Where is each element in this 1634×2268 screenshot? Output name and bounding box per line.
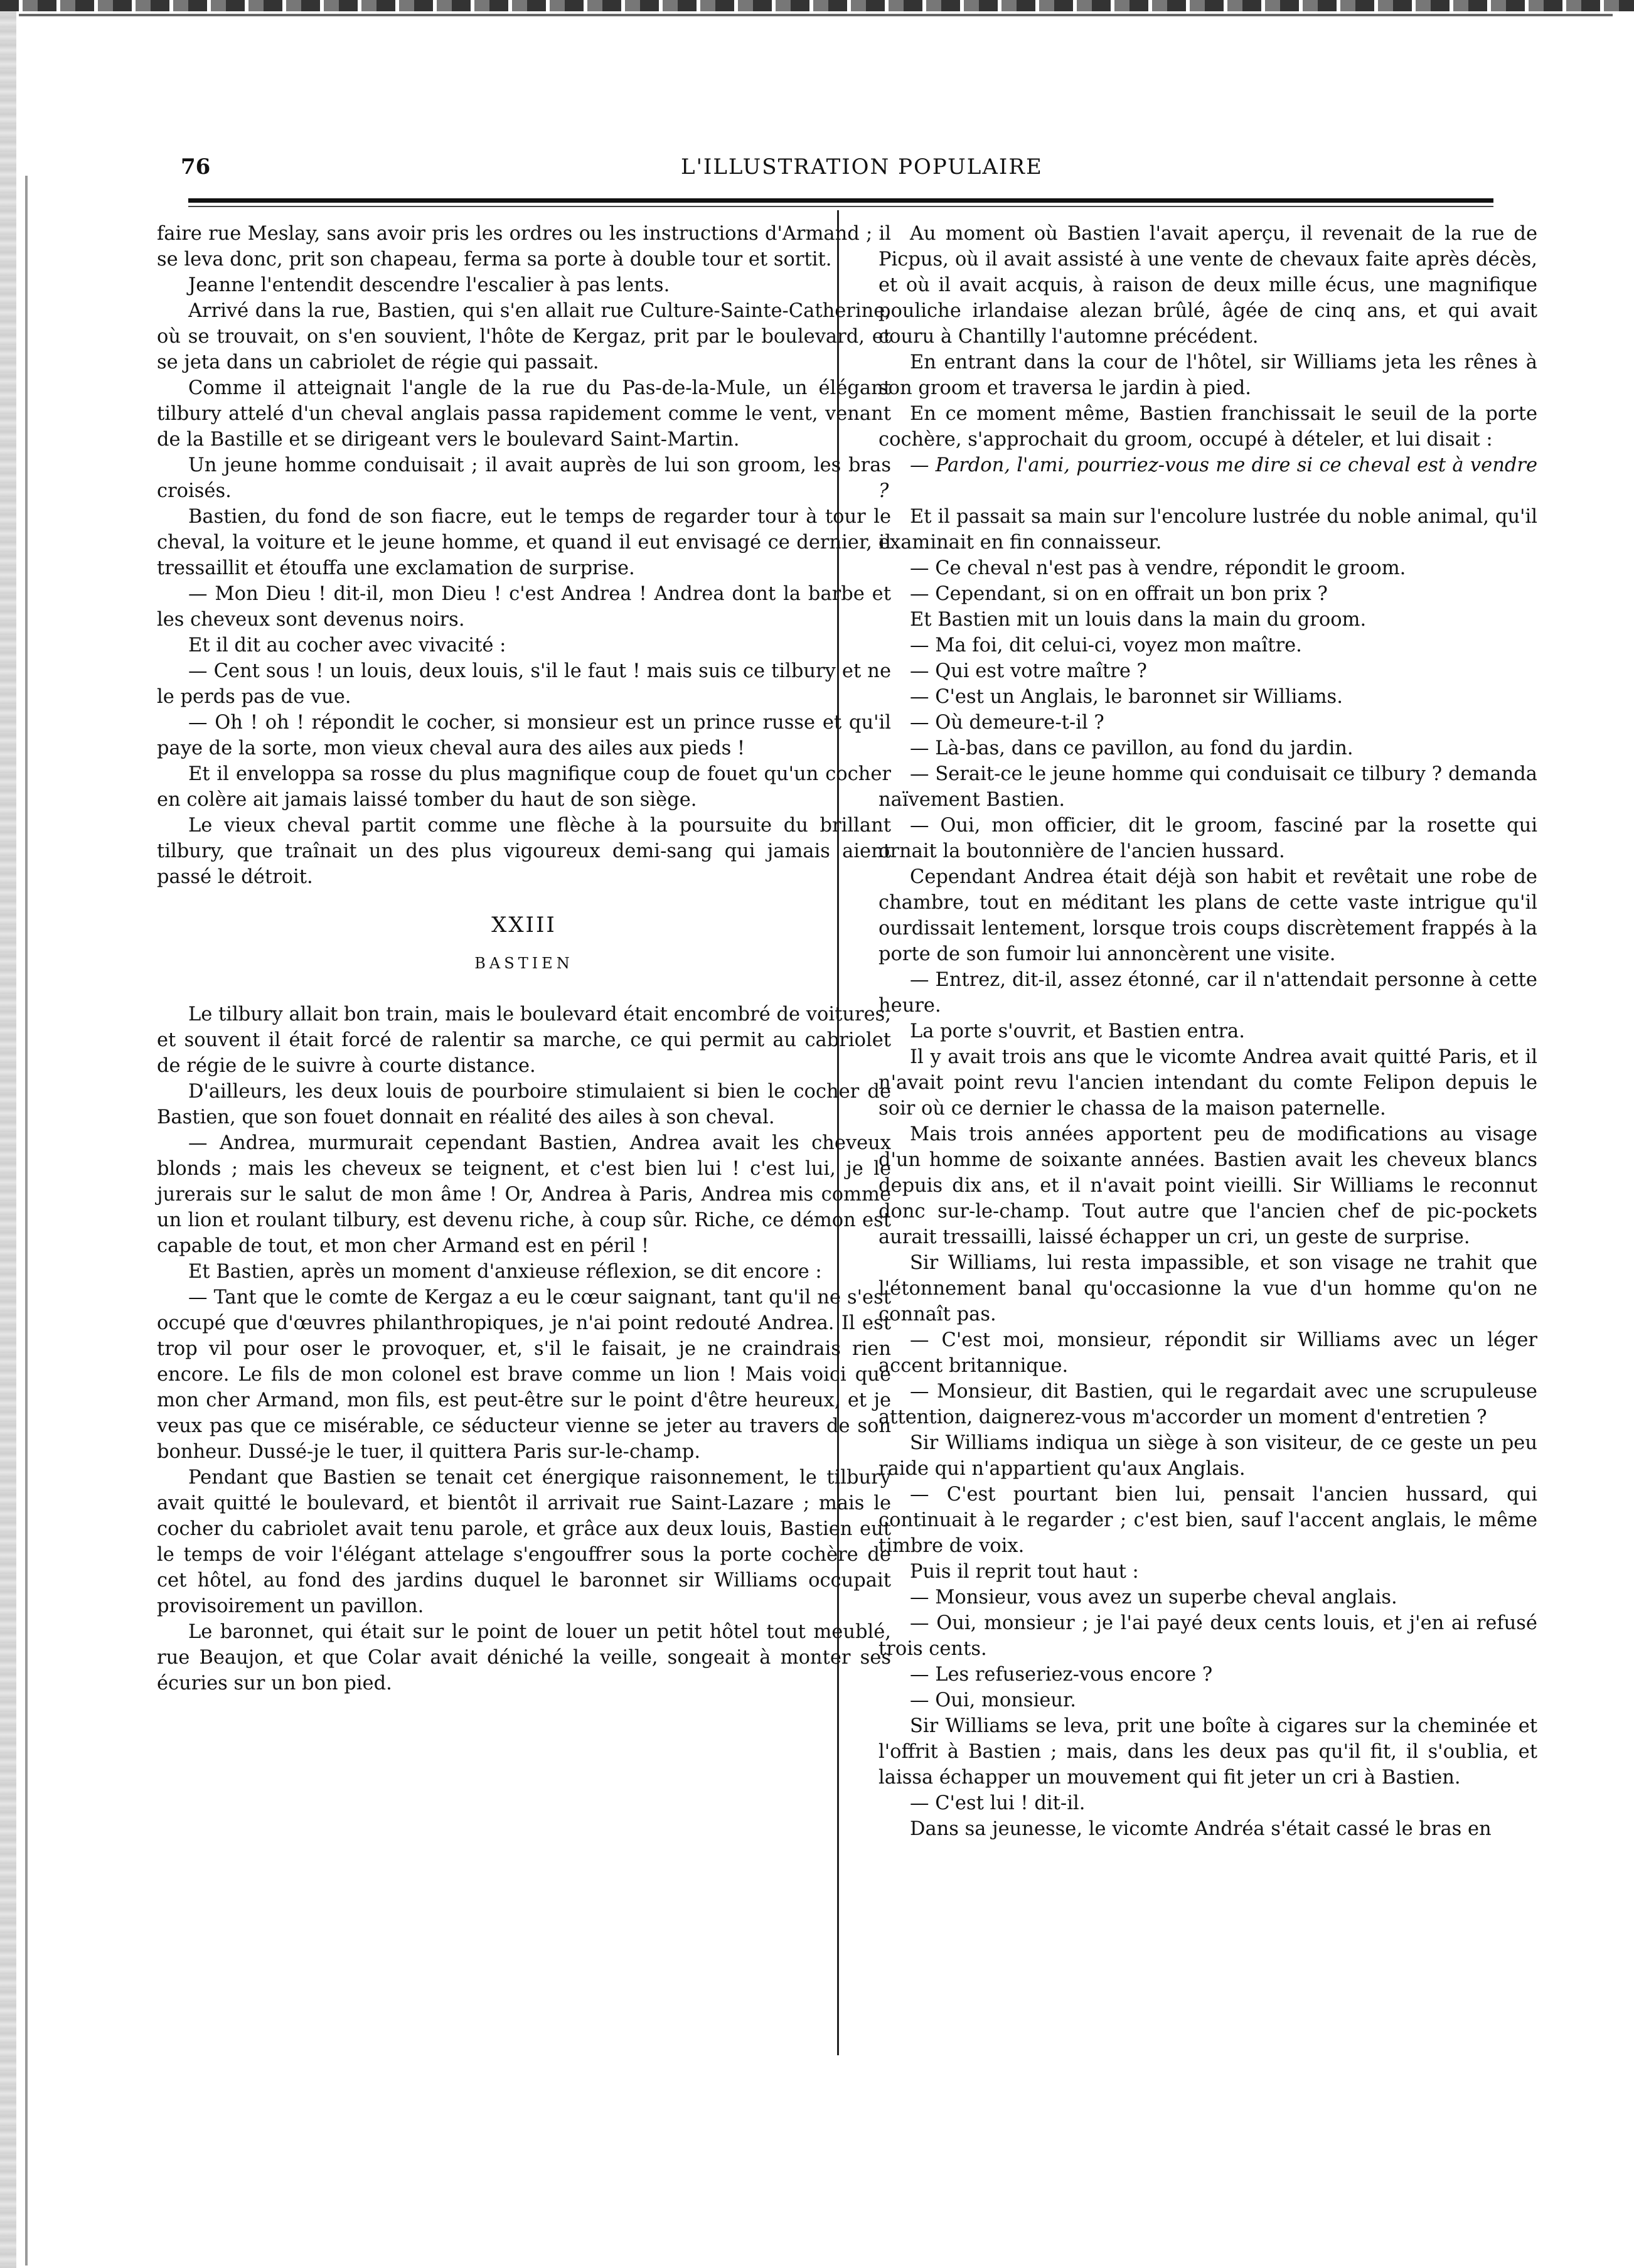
paragraph: Mais trois années apportent peu de modifications au visage d'un homme de soixante années. Bastien avait les cheveux blancs depuis dix ans, et il n'avait point vieilli. Sir Williams le reconnut donc sur-le-champ. Tout autre que l'ancien chef de pic-pockets aurait tressailli, laissé échapper un cri, un geste de surprise. [878, 1123, 1537, 1248]
paragraph: En entrant dans la cour de l'hôtel, sir Williams jeta les rênes à son groom et traversa le jardin à pied. [878, 351, 1537, 399]
right-column [878, 221, 1537, 1842]
paragraph: En ce moment même, Bastien franchissait le seuil de la porte cochère, s'approchait du groom, occupé à dételer, et lui disait : [878, 403, 1537, 451]
header-rule-thin [188, 206, 1493, 207]
paragraph: — Oui, mon officier, dit le groom, fasciné par la rosette qui ornait la boutonnière de l'ancien hussard. [878, 815, 1537, 862]
paragraph: — Qui est votre maître ? [910, 660, 1147, 682]
paragraph: — Ma foi, dit celui-ci, voyez mon maître. [910, 634, 1302, 656]
chapter-number: XXIII [491, 912, 557, 938]
dialogue-text: — Pardon, l'ami, pourriez-vous me dire si ce cheval est à vendre ? [878, 454, 1537, 502]
paragraph: — C'est moi, monsieur, répondit sir Williams avec un léger accent britannique. [878, 1329, 1537, 1377]
top-border-rule [0, 0, 1634, 11]
paragraph: — Andrea, murmurait cependant Bastien, Andrea avait les cheveux blonds ; mais les cheveux se teignent, et c'est bien lui ! c'est lui, je le jurerais sur le salut de mon âme ! Or, Andrea à Paris, Andrea mis comme un lion et roulant tilbury, est devenu riche, à coup sûr. Riche, ce démon est capable de tout, et mon cher Armand est en péril ! [157, 1132, 891, 1257]
paragraph: Le tilbury allait bon train, mais le boulevard était encombré de voitures, et souvent il était forcé de ralentir sa marche, ce qui permit au cabriolet de régie de le suivre à courte distance. [157, 1003, 891, 1077]
paragraph: — Là-bas, dans ce pavillon, au fond du jardin. [910, 737, 1354, 759]
paragraph: Un jeune homme conduisait ; il avait auprès de lui son groom, les bras croisés. [157, 454, 891, 502]
paragraph: La porte s'ouvrit, et Bastien entra. [910, 1020, 1245, 1042]
paragraph: Il y avait trois ans que le vicomte Andrea avait quitté Paris, et il n'avait point revu l'ancien intendant du comte Felipon depuis le soir où ce dernier le chassa de la maison paternelle. [878, 1046, 1537, 1120]
paragraph: Dans sa jeunesse, le vicomte Andréa s'était cassé le bras en [910, 1818, 1492, 1840]
paragraph: Sir Williams se leva, prit une boîte à cigares sur la cheminée et l'offrit à Bastien ; mais, dans les deux pas qu'il fit, il s'oublia, et laissa échapper un mouvement qui fit jeter un cri à Bastien. [878, 1715, 1537, 1789]
paragraph: Sir Williams, lui resta impassible, et son visage ne trahit que l'étonnement banal qu'occasionne la vue d'un homme qu'on ne connaît pas. [878, 1252, 1537, 1325]
paragraph: — C'est pourtant bien lui, pensait l'ancien hussard, qui continuait à le regarder ; c'est bien, sauf l'accent anglais, le même timbre de voix. [878, 1484, 1537, 1557]
left-column [157, 221, 891, 1696]
paragraph: Et il enveloppa sa rosse du plus magnifique coup de fouet qu'un cocher en colère ait jamais laissé tomber du haut de son siège. [157, 763, 891, 811]
paragraph: — Où demeure-t-il ? [910, 712, 1104, 734]
paragraph: Puis il reprit tout haut : [910, 1561, 1139, 1583]
paragraph: Arrivé dans la rue, Bastien, qui s'en allait rue Culture-Sainte-Catherine, où se trouvait, on s'en souvient, l'hôte de Kergaz, prit par le boulevard, et se jeta dans un cabriolet de régie qui passait. [157, 300, 891, 373]
paragraph: Et Bastien mit un louis dans la main du groom. [910, 609, 1367, 631]
paragraph: Jeanne l'entendit descendre l'escalier à pas lents. [188, 274, 670, 296]
paragraph: — Monsieur, dit Bastien, qui le regardait avec une scrupuleuse attention, daignerez-vous m'accorder un moment d'entretien ? [878, 1381, 1537, 1428]
scan-margin-line [25, 176, 28, 2265]
paragraph: — Cependant, si on en offrait un bon prix ? [910, 583, 1328, 605]
paragraph: — Oui, monsieur ; je l'ai payé deux cents louis, et j'en ai refusé trois cents. [878, 1612, 1537, 1660]
paragraph: Au moment où Bastien l'avait aperçu, il revenait de la rue de Picpus, où il avait assisté à une vente de chevaux faite après décès, et où il avait acquis, à raison de deux mille écus, une magnifique pouliche irlandaise alezan brûlé, âgée de cinq ans, et qui avait couru à Chantilly l'automne précédent. [878, 223, 1537, 348]
header-rule [188, 198, 1493, 203]
paragraph: Sir Williams indiqua un siège à son visiteur, de ce geste un peu raide qui n'appartient qu'aux Anglais. [878, 1432, 1537, 1480]
paragraph: Et il passait sa main sur l'encolure lustrée du noble animal, qu'il examinait en fin connaisseur. [878, 506, 1537, 554]
top-border-rule-thin [19, 14, 1613, 16]
scan-edge [0, 0, 16, 2268]
paragraph: — C'est lui ! dit-il. [910, 1792, 1086, 1814]
running-head [38, 149, 1634, 193]
paragraph: Pendant que Bastien se tenait cet énergique raisonnement, le tilbury avait quitté le boulevard, et bientôt il arrivait rue Saint-Lazare ; mais le cocher du cabriolet avait tenu parole, et grâce aux deux louis, Bastien eut le temps de voir l'élégant attelage s'engouffrer sous la porte cochère de cet hôtel, au fond des jardins duquel le baronnet sir Williams occupait provisoirement un pavillon. [157, 1467, 891, 1617]
page-number: 76 [181, 154, 211, 179]
paragraph: — Oh ! oh ! répondit le cocher, si monsieur est un prince russe et qu'il paye de la sorte, mon vieux cheval aura des ailes aux pieds ! [157, 712, 891, 759]
chapter-title: BASTIEN [474, 955, 574, 972]
paragraph: Comme il atteignait l'angle de la rue du Pas-de-la-Mule, un élégant tilbury attelé d'un cheval anglais passa rapidement comme le vent, venant de la Bastille et se dirigeant vers le boulevard Saint-Martin. [157, 377, 891, 451]
paragraph: Cependant Andrea était déjà son habit et revêtait une robe de chambre, tout en méditant les plans de cette vaste intrigue qu'il ourdissait lentement, lorsque trois coups discrètement frappés à la porte de son fumoir lui annoncèrent une visite. [878, 866, 1537, 965]
paragraph: faire rue Meslay, sans avoir pris les ordres ou les instructions d'Armand ; il se leva donc, prit son chapeau, ferma sa porte à double tour et sortit. [157, 223, 891, 270]
paragraph: — Tant que le comte de Kergaz a eu le cœur saignant, tant qu'il ne s'est occupé que d'œuvres philanthropiques, je n'ai point redouté Andrea. Il est trop vil pour oser le provoquer, et, s'il le faisait, je ne craindrais rien encore. Le fils de mon colonel est brave comme un lion ! Mais voici que mon cher Armand, mon fils, est peut-être sur le point d'être heureux, et je veux pas que ce misérable, ce séducteur vienne se jeter au travers de son bonheur. Dussé-je le tuer, il quittera Paris sur-le-champ. [157, 1286, 891, 1463]
paragraph: — C'est un Anglais, le baronnet sir Williams. [910, 686, 1343, 708]
paragraph: — Oui, monsieur. [910, 1689, 1076, 1711]
paragraph: — Cent sous ! un louis, deux louis, s'il le faut ! mais suis ce tilbury et ne le perds pas de vue. [157, 660, 891, 708]
paragraph: — Monsieur, vous avez un superbe cheval anglais. [910, 1586, 1397, 1608]
paragraph: — Entrez, dit-il, assez étonné, car il n'attendait personne à cette heure. [878, 969, 1537, 1017]
paragraph: — Mon Dieu ! dit-il, mon Dieu ! c'est Andrea ! Andrea dont la barbe et les cheveux sont devenus noirs. [157, 583, 891, 631]
paragraph-dialogue [878, 452, 1537, 504]
paragraph: — Ce cheval n'est pas à vendre, répondit le groom. [910, 557, 1406, 579]
journal-title: L'ILLUSTRATION POPULAIRE [681, 154, 1043, 179]
paragraph: Et il dit au cocher avec vivacité : [188, 634, 506, 656]
paragraph: Le vieux cheval partit comme une flèche à la poursuite du brillant tilbury, que traînait un des plus vigoureux demi-sang qui jamais aient passé le détroit. [157, 815, 891, 888]
paragraph: D'ailleurs, les deux louis de pourboire stimulaient si bien le cocher de Bastien, que son fouet donnait en réalité des ailes à son cheval. [157, 1081, 891, 1128]
paragraph: — Serait-ce le jeune homme qui conduisait ce tilbury ? demanda naïvement Bastien. [878, 763, 1537, 811]
paragraph: Et Bastien, après un moment d'anxieuse réflexion, se dit encore : [188, 1261, 822, 1283]
paragraph: — Les refuseriez-vous encore ? [910, 1664, 1213, 1686]
paragraph: Bastien, du fond de son fiacre, eut le temps de regarder tour à tour le cheval, la voiture et le jeune homme, et quand il eut envisagé ce dernier, il tressaillit et étouffa une exclamation de surprise. [157, 506, 891, 579]
paragraph: Le baronnet, qui était sur le point de louer un petit hôtel tout meublé, rue Beaujon, et que Colar avait déniché la veille, songeait à monter ses écuries sur un bon pied. [157, 1621, 891, 1694]
